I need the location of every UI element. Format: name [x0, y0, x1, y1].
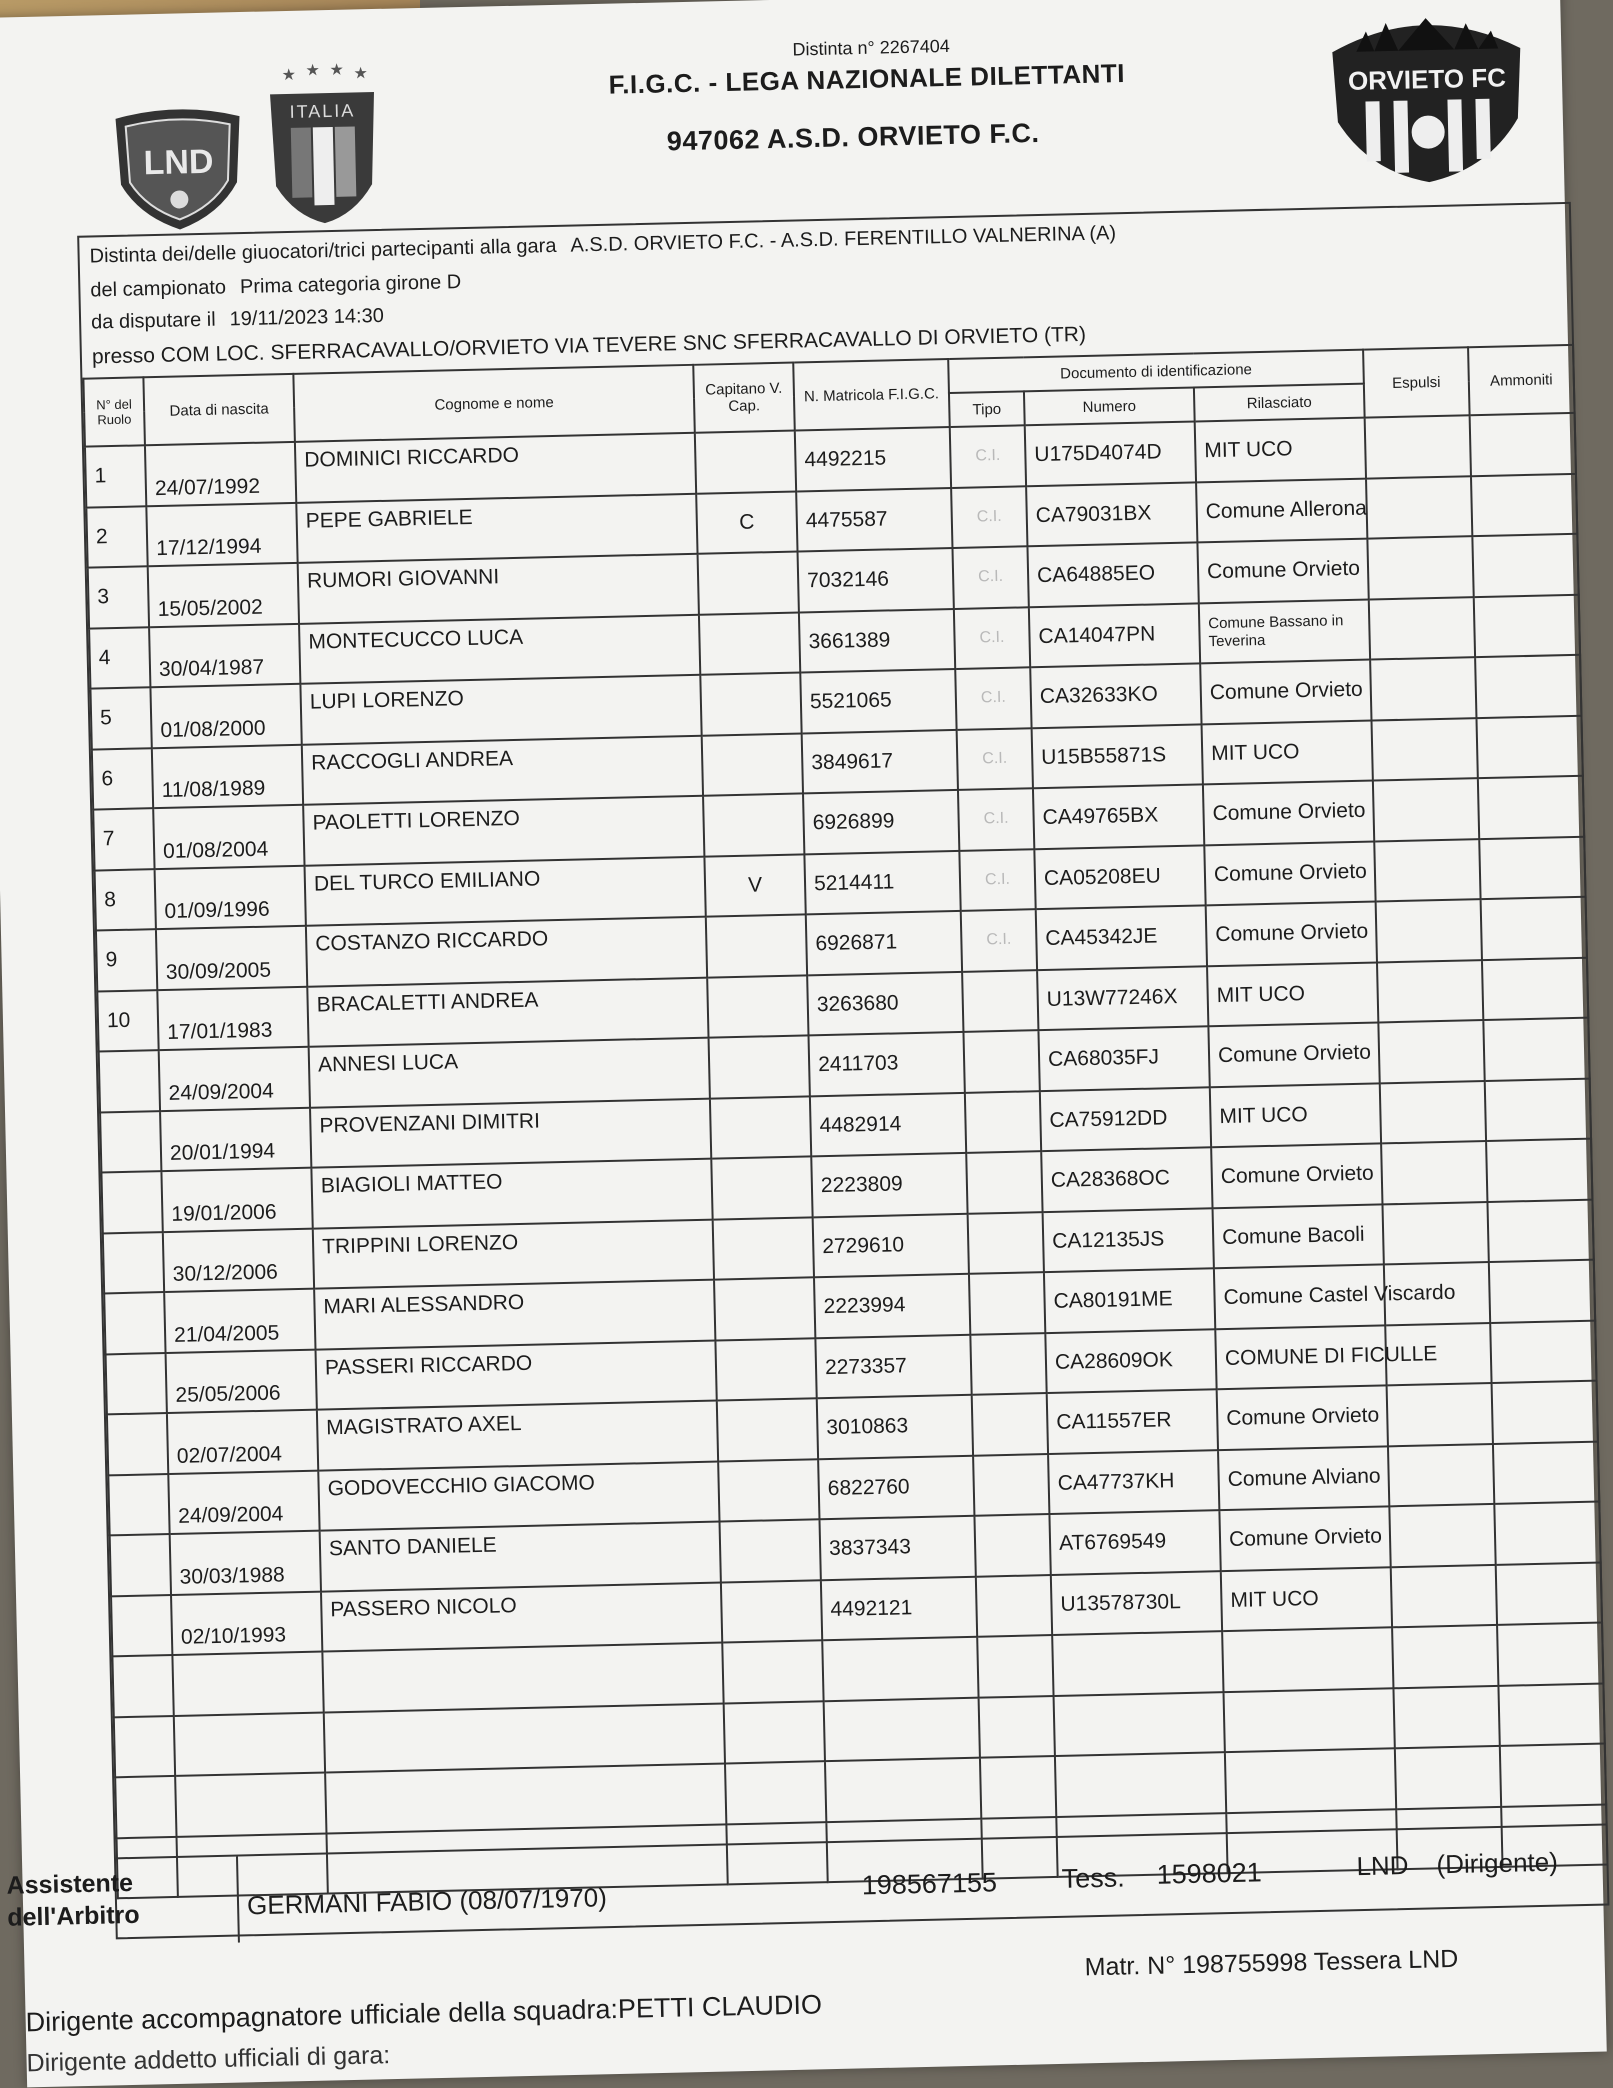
doc-type-cell [965, 1091, 1041, 1153]
svg-text:LND: LND [143, 142, 214, 183]
ruolo-cell [111, 1594, 172, 1656]
player-name-cell: DOMINICI RICCARDO [295, 433, 696, 503]
doc-issuer-cell: Comune Orvieto [1200, 660, 1371, 724]
ruolo-cell [104, 1292, 165, 1354]
ammoniti-cell [1489, 1260, 1595, 1323]
captain-cell [702, 733, 803, 796]
espulsi-cell [1367, 536, 1473, 599]
birthdate-cell: 30/04/1987 [149, 623, 300, 687]
ammoniti-cell [1475, 655, 1581, 718]
ammoniti-cell [1474, 594, 1580, 657]
espulsi-cell [1381, 1141, 1487, 1204]
birthdate-cell: 02/07/2004 [167, 1410, 318, 1474]
orvieto-fc-logo [1325, 8, 1529, 187]
assistant-name: GERMANI FABIO (08/07/1970) [246, 1882, 608, 1921]
ammoniti-cell [1486, 1139, 1592, 1202]
date-line: da disputare il 19/11/2023 14:30 [90, 304, 385, 334]
ammoniti-cell [1497, 1623, 1603, 1686]
ammoniti-cell [1498, 1683, 1604, 1746]
ammoniti-cell [1494, 1502, 1600, 1565]
doc-type-cell [970, 1333, 1046, 1395]
doc-number-cell: CA75912DD [1040, 1087, 1211, 1151]
player-name-cell: RACCOGLI ANDREA [302, 735, 703, 805]
doc-type-cell [980, 1756, 1056, 1818]
ruolo-cell: 5 [90, 687, 151, 749]
player-name-cell: PASSERI RICCARDO [315, 1340, 716, 1410]
doc-type-cell: C.I. [961, 909, 1037, 971]
captain-cell [720, 1519, 821, 1582]
ruolo-cell [107, 1413, 168, 1475]
player-name-cell: MARI ALESSANDRO [314, 1280, 715, 1350]
svg-text:★: ★ [305, 62, 321, 80]
birthdate-cell: 24/09/2004 [159, 1047, 310, 1111]
match-value: A.S.D. ORVIETO F.C. - A.S.D. FERENTILLO VALNERINA (A) [570, 222, 1117, 257]
espulsi-cell [1366, 476, 1472, 539]
espulsi-cell [1378, 1020, 1484, 1083]
player-name-cell: RUMORI GIOVANNI [298, 554, 699, 624]
birthdate-cell: 24/09/2004 [168, 1470, 319, 1534]
col-rilasciato: Rilasciato [1194, 384, 1365, 422]
col-nascita: Data di nascita [143, 374, 295, 445]
doc-issuer-cell: Comune Orvieto [1219, 1506, 1390, 1570]
captain-cell [699, 612, 800, 675]
captain-cell [713, 1217, 814, 1280]
ruolo-cell [101, 1171, 162, 1233]
ammoniti-cell [1487, 1199, 1593, 1262]
doc-issuer-cell: Comune Orvieto [1204, 841, 1375, 905]
espulsi-cell [1369, 597, 1475, 660]
doc-issuer-cell: Comune Orvieto [1197, 539, 1368, 603]
matricola-cell: 4475587 [796, 488, 952, 552]
ammoniti-cell [1478, 776, 1584, 839]
player-rows [85, 413, 1608, 1898]
ruolo-cell [112, 1655, 173, 1717]
ruolo-cell [100, 1111, 161, 1173]
doc-number-cell [1052, 1631, 1223, 1695]
espulsi-cell [1393, 1685, 1499, 1748]
doc-type-cell [976, 1575, 1052, 1637]
birthdate-cell: 30/09/2005 [156, 926, 307, 990]
birthdate-cell: 17/12/1994 [146, 502, 297, 566]
svg-text:★: ★ [353, 65, 369, 83]
player-name-cell: BRACALETTI ANDREA [307, 977, 708, 1047]
player-name-cell: PROVENZANI DIMITRI [310, 1098, 711, 1168]
ruolo-cell: 4 [89, 627, 150, 689]
matricola-cell: 4492215 [795, 427, 951, 491]
ruolo-cell: 8 [95, 869, 156, 931]
ruolo-cell: 2 [86, 506, 147, 568]
birthdate-cell: 21/04/2005 [164, 1289, 315, 1353]
doc-issuer-cell: Comune Allerona [1196, 478, 1367, 542]
espulsi-cell [1376, 899, 1482, 962]
birthdate-cell: 01/08/2000 [150, 684, 301, 748]
ruolo-cell [99, 1050, 160, 1112]
doc-number-cell: CA05208EU [1034, 845, 1205, 909]
captain-cell [700, 672, 801, 735]
ruolo-cell [106, 1353, 167, 1415]
doc-issuer-cell: MIT UCO [1202, 720, 1373, 784]
doc-issuer-cell: Comune Alviano [1218, 1446, 1389, 1510]
espulsi-cell [1372, 718, 1478, 781]
ammoniti-cell [1496, 1562, 1602, 1625]
birthdate-cell: 25/05/2006 [166, 1349, 317, 1413]
doc-number-cell: CA80191ME [1044, 1268, 1215, 1332]
matricola-cell: 3849617 [802, 729, 958, 793]
matricola-cell [824, 1697, 980, 1761]
espulsi-cell [1395, 1746, 1501, 1809]
player-name-cell: COSTANZO RICCARDO [306, 917, 707, 987]
espulsi-cell [1370, 657, 1476, 720]
doc-number-cell [1055, 1752, 1226, 1816]
ammoniti-cell [1483, 1018, 1589, 1081]
ammoniti-cell [1479, 836, 1585, 899]
doc-number-cell [1054, 1692, 1225, 1756]
birthdate-cell: 24/07/1992 [145, 442, 296, 506]
matricola-cell: 4482914 [810, 1092, 966, 1156]
birthdate-cell: 01/09/1996 [155, 865, 306, 929]
player-name-cell: TRIPPINI LORENZO [313, 1219, 714, 1289]
ruolo-cell [115, 1776, 176, 1838]
doc-type-cell [979, 1696, 1055, 1758]
doc-type-cell [968, 1212, 1044, 1274]
player-name-cell [325, 1763, 726, 1833]
matricola-cell: 2223809 [811, 1153, 967, 1217]
ammoniti-cell [1470, 413, 1576, 476]
ruolo-cell [110, 1534, 171, 1596]
doc-number-cell: CA14047PN [1029, 603, 1200, 667]
distinta-number: Distinta n° 2267404 [792, 35, 950, 60]
player-name-cell: SANTO DANIELE [320, 1522, 721, 1592]
captain-cell: C [696, 491, 797, 554]
doc-issuer-cell: MIT UCO [1195, 418, 1366, 482]
player-table [82, 344, 1608, 1899]
doc-type-cell [963, 1030, 1039, 1092]
matricola-cell: 5214411 [804, 850, 960, 914]
espulsi-cell [1380, 1081, 1486, 1144]
player-name-cell: MONTECUCCO LUCA [299, 614, 700, 684]
player-name-cell: PAOLETTI LORENZO [303, 796, 704, 866]
doc-number-cell: CA11557ER [1047, 1389, 1218, 1453]
dirigente-addetto: Dirigente addetto ufficiali di gara: [26, 2041, 391, 2078]
doc-issuer-cell: MIT UCO [1221, 1567, 1392, 1631]
player-name-cell: PASSERO NICOLO [321, 1582, 722, 1652]
captain-cell [718, 1459, 819, 1522]
captain-cell [703, 793, 804, 856]
espulsi-cell [1382, 1202, 1488, 1265]
ammoniti-cell [1490, 1320, 1596, 1383]
player-name-cell: MAGISTRATO AXEL [317, 1401, 718, 1471]
doc-issuer-cell: Comune Castel Viscardo [1214, 1264, 1385, 1328]
ammoniti-cell [1500, 1744, 1606, 1807]
matricola-cell: 3837343 [819, 1516, 975, 1580]
doc-type-cell [973, 1454, 1049, 1516]
tessera-label: Tess. [1061, 1862, 1126, 1894]
captain-cell [695, 431, 796, 494]
ruolo-cell: 10 [97, 990, 158, 1052]
captain-cell [721, 1580, 822, 1643]
doc-number-cell: CA32633KO [1030, 663, 1201, 727]
championship-line: del campionato Prima categoria girone D [90, 271, 462, 302]
col-matricola: N. Matricola F.I.G.C. [793, 359, 950, 430]
svg-text:ORVIETO FC: ORVIETO FC [1347, 62, 1507, 96]
matricola-cell: 2729610 [813, 1213, 969, 1277]
birthdate-cell: 11/08/1989 [152, 744, 303, 808]
ammoniti-cell [1481, 897, 1587, 960]
doc-type-cell: C.I. [959, 849, 1035, 911]
player-name-cell: PEPE GABRIELE [296, 493, 697, 563]
player-list-form [6, 202, 1609, 1939]
captain-cell [709, 1035, 810, 1098]
doc-type-cell [977, 1635, 1053, 1697]
ruolo-cell: 6 [92, 748, 153, 810]
matricola-cell [825, 1758, 981, 1822]
dirigente-accompagnatore: Dirigente accompagnatore ufficiale della squadra:PETTI CLAUDIO [25, 1989, 823, 2038]
captain-cell [710, 1096, 811, 1159]
espulsi-cell [1391, 1564, 1497, 1627]
espulsi-cell [1388, 1443, 1494, 1506]
col-ammoniti: Ammoniti [1468, 345, 1575, 415]
doc-number-cell: CA28368OC [1041, 1147, 1212, 1211]
captain-cell [717, 1398, 818, 1461]
assistant-role: (Dirigente) [1436, 1846, 1559, 1880]
doc-type-cell: C.I. [957, 728, 1033, 790]
doc-type-cell [966, 1151, 1042, 1213]
col-ruolo: N° del Ruolo [83, 377, 145, 446]
ammoniti-cell [1482, 957, 1588, 1020]
doc-number-cell: U175D4074D [1025, 421, 1196, 485]
player-name-cell: ANNESI LUCA [309, 1038, 710, 1108]
doc-type-cell [974, 1514, 1050, 1576]
doc-issuer-cell: Comune Orvieto [1203, 781, 1374, 845]
doc-number-cell: CA79031BX [1026, 482, 1197, 546]
player-name-cell: DEL TURCO EMILIANO [305, 856, 706, 926]
birthdate-cell: 30/03/1988 [170, 1531, 321, 1595]
assistant-matricola: 198567155 [861, 1867, 998, 1901]
espulsi-cell [1373, 778, 1479, 841]
doc-type-cell [972, 1393, 1048, 1455]
doc-number-cell: U13578730L [1051, 1571, 1222, 1635]
captain-cell [725, 1761, 826, 1824]
doc-issuer-cell [1225, 1748, 1396, 1812]
doc-number-cell: CA12135JS [1043, 1208, 1214, 1272]
birthdate-cell: 17/01/1983 [157, 986, 308, 1050]
matricola-cell: 3263680 [807, 971, 963, 1035]
ammoniti-cell [1476, 715, 1582, 778]
player-name-cell: BIAGIOLI MATTEO [311, 1159, 712, 1229]
doc-issuer-cell: Comune Bacoli [1213, 1204, 1384, 1268]
doc-issuer-cell: Comune Orvieto [1211, 1143, 1382, 1207]
matricola-cell: 6822760 [818, 1455, 974, 1519]
captain-cell: V [704, 854, 805, 917]
venue-line: presso COM LOC. SFERRACAVALLO/ORVIETO VIA TEVERE SNC SFERRACAVALLO DI ORVIETO (TR) [91, 322, 1087, 369]
venue-value: COM LOC. SFERRACAVALLO/ORVIETO VIA TEVERE SNC SFERRACAVALLO DI ORVIETO (TR) [160, 322, 1087, 367]
espulsi-cell [1392, 1625, 1498, 1688]
matricola-cell: 2223994 [814, 1274, 970, 1338]
dirigente-matricola: Matr. N° 198755998 Tessera LND [1084, 1944, 1459, 1982]
ruolo-cell [103, 1232, 164, 1294]
doc-number-cell: AT6769549 [1049, 1510, 1220, 1574]
espulsi-cell [1377, 960, 1483, 1023]
svg-text:ITALIA: ITALIA [289, 100, 356, 122]
matricola-cell: 2273357 [815, 1334, 971, 1398]
matricola-cell: 5521065 [800, 669, 956, 733]
matricola-cell: 4492121 [821, 1576, 977, 1640]
col-tipo: Tipo [949, 391, 1025, 427]
captain-cell [724, 1701, 825, 1764]
doc-type-cell: C.I. [950, 425, 1026, 487]
doc-issuer-cell: COMUNE DI FICULLE [1215, 1325, 1386, 1389]
championship-value: Prima categoria girone D [239, 271, 462, 299]
birthdate-cell: 30/12/2006 [163, 1228, 314, 1292]
espulsi-cell [1389, 1504, 1495, 1567]
doc-type-cell: C.I. [951, 486, 1027, 548]
doc-number-cell: CA64885EO [1027, 542, 1198, 606]
birthdate-cell [175, 1773, 326, 1837]
col-capitano: Capitano V. Cap. [693, 363, 795, 433]
matricola-cell: 6926871 [806, 911, 962, 975]
captain-cell [711, 1156, 812, 1219]
doc-issuer-cell: Comune Orvieto [1208, 1022, 1379, 1086]
doc-number-cell: U15B55871S [1032, 724, 1203, 788]
player-name-cell [322, 1643, 723, 1713]
birthdate-cell: 01/08/2004 [153, 805, 304, 869]
espulsi-cell [1374, 839, 1480, 902]
matricola-cell: 7032146 [798, 548, 954, 612]
date-value: 19/11/2023 14:30 [229, 304, 385, 331]
captain-cell [714, 1277, 815, 1340]
col-nome: Cognome e nome [293, 365, 694, 442]
doc-type-cell [962, 970, 1038, 1032]
doc-issuer-cell: Comune Orvieto [1206, 901, 1377, 965]
ruolo-cell [114, 1715, 175, 1777]
birthdate-cell [174, 1712, 325, 1776]
doc-type-cell: C.I. [958, 788, 1034, 850]
doc-number-cell: CA45342JE [1036, 905, 1207, 969]
matricola-cell: 3010863 [817, 1395, 973, 1459]
doc-issuer-cell: MIT UCO [1210, 1083, 1381, 1147]
svg-text:★: ★ [281, 66, 297, 85]
svg-text:★: ★ [329, 61, 345, 80]
club-title: 947062 A.S.D. ORVIETO F.C. [666, 117, 1040, 157]
col-espulsi: Espulsi [1363, 347, 1470, 417]
league-title: F.I.G.C. - LEGA NAZIONALE DILETTANTI [608, 57, 1126, 100]
doc-issuer-cell: Comune Orvieto [1217, 1385, 1388, 1449]
ruolo-cell [108, 1474, 169, 1536]
ruolo-cell: 9 [96, 929, 157, 991]
espulsi-cell [1387, 1383, 1493, 1446]
captain-cell [715, 1338, 816, 1401]
player-name-cell [324, 1703, 725, 1773]
matricola-cell: 3661389 [799, 608, 955, 672]
col-documento: Documento di identificazione [948, 350, 1364, 393]
ammoniti-cell [1485, 1078, 1591, 1141]
birthdate-cell: 19/01/2006 [161, 1168, 312, 1232]
doc-type-cell: C.I. [955, 667, 1031, 729]
doc-number-cell: CA49765BX [1033, 784, 1204, 848]
col-numero: Numero [1024, 387, 1195, 425]
birthdate-cell [172, 1652, 323, 1716]
ruolo-cell: 3 [88, 566, 149, 628]
doc-number-cell: CA47737KH [1048, 1450, 1219, 1514]
ammoniti-cell [1493, 1441, 1599, 1504]
captain-cell [707, 975, 808, 1038]
doc-issuer-cell [1222, 1627, 1393, 1691]
doc-issuer-cell [1223, 1688, 1394, 1752]
lnd-logo [107, 102, 250, 235]
doc-type-cell: C.I. [954, 607, 1030, 669]
doc-type-cell: C.I. [952, 546, 1028, 608]
doc-number-cell: CA68035FJ [1038, 1026, 1209, 1090]
espulsi-cell [1365, 415, 1471, 478]
birthdate-cell: 15/05/2002 [148, 563, 299, 627]
doc-number-cell: CA28609OK [1045, 1329, 1216, 1393]
ruolo-cell: 7 [93, 808, 154, 870]
doc-issuer-cell: MIT UCO [1207, 962, 1378, 1026]
ammoniti-cell [1471, 473, 1577, 536]
doc-type-cell [969, 1272, 1045, 1334]
matricola-cell: 2411703 [809, 1032, 965, 1096]
ammoniti-cell [1492, 1381, 1598, 1444]
player-name-cell: GODOVECCHIO GIACOMO [318, 1461, 719, 1531]
doc-number-cell: U13W77246X [1037, 966, 1208, 1030]
tessera-number: 1598021 [1156, 1857, 1263, 1890]
captain-cell [698, 552, 799, 615]
match-line: Distinta dei/delle giuocatori/trici partecipanti alla gara A.S.D. ORVIETO F.C. - A.S.D. FERENTILLO VALNERINA (A) [89, 222, 1117, 268]
captain-cell [722, 1640, 823, 1703]
ruolo-cell: 1 [85, 445, 146, 507]
doc-issuer-cell: Comune Bassano in Teverina [1199, 599, 1370, 663]
ammoniti-cell [1472, 534, 1578, 597]
birthdate-cell: 02/10/1993 [171, 1591, 322, 1655]
assistant-ente: LND [1356, 1849, 1409, 1882]
italia-logo [261, 61, 385, 227]
matricola-cell: 6926899 [803, 790, 959, 854]
captain-cell [706, 914, 807, 977]
birthdate-cell: 20/01/1994 [160, 1107, 311, 1171]
assistant-label: Assistente dell'Arbitro [6, 1857, 240, 1948]
matricola-cell [822, 1637, 978, 1701]
player-name-cell: LUPI LORENZO [300, 675, 701, 745]
